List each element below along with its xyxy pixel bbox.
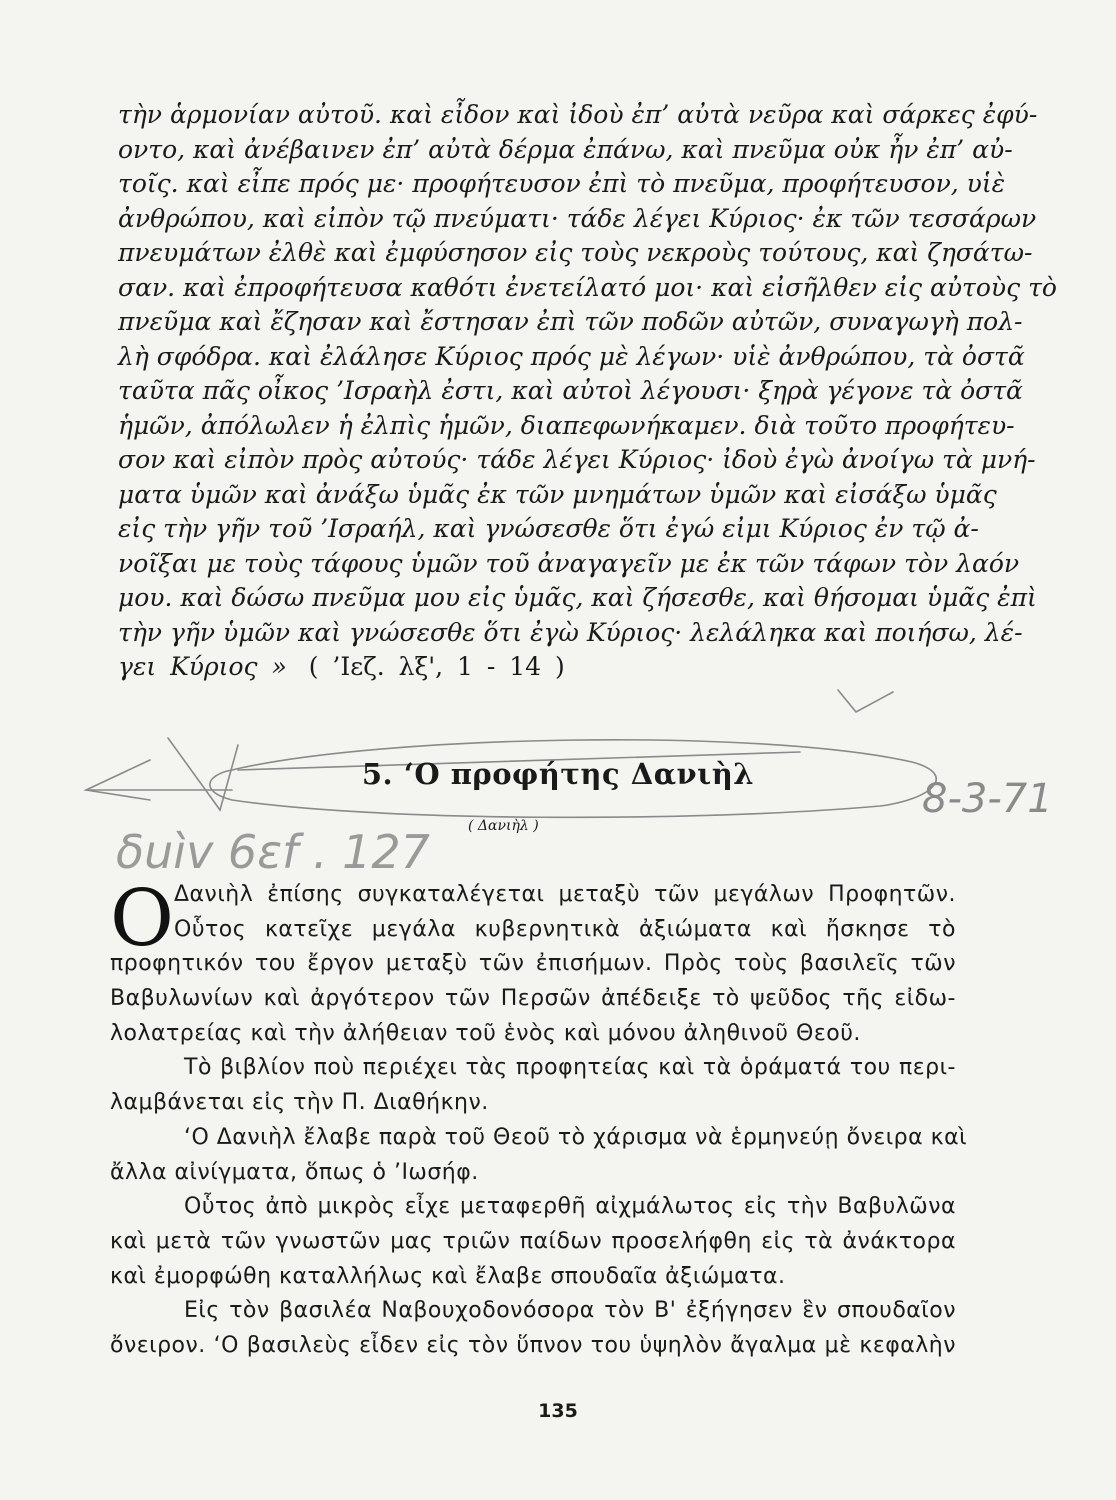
body-line: Οὗτος κατεῖχε μεγάλα κυβερνητικὰ ἀξιώματα καὶ ἤσκησε τὸ xyxy=(174,916,956,942)
body-line: προφητικόν του ἔργον μεταξὺ τῶν ἐπισήμων. Πρὸς τοὺς βασιλεῖς τῶν xyxy=(110,951,956,977)
quote-passage xyxy=(118,98,1057,685)
body-line: καὶ ἐμορφώθη καταλλήλως καὶ ἔλαβε σπουδαῖα ἀξιώματα. xyxy=(110,1263,786,1289)
body-line: ‘Ο Δανιὴλ ἔλαβε παρὰ τοῦ Θεοῦ τὸ χάρισμα νὰ ἑρμηνεύῃ ὄνειρα καὶ xyxy=(184,1124,968,1150)
quote-line: ταῦτα πᾶς οἶκος ’Ισραὴλ ἐστι, καὶ αὐτοὶ λέγουσι· ξηρὰ γέγονε τὰ ὀστᾶ xyxy=(118,376,1023,405)
body-line: ἄλλα αἰνίγματα, ὅπως ὁ ’Ιωσήφ. xyxy=(110,1159,479,1185)
quote-line: πνεῦμα καὶ ἔζησαν καὶ ἔστησαν ἐπὶ τῶν ποδῶν αὐτῶν, συναγωγὴ πολ- xyxy=(118,307,1023,336)
quote-line: ἀνθρώπου, καὶ εἰπὸν τῷ πνεύματι· τάδε λέγει Κύριος· ἐκ τῶν τεσσάρων xyxy=(118,203,1037,233)
quote-line: λὴ σφόδρα. καὶ ἐλάλησε Κύριος πρός μὲ λέγων· υἱὲ ἀνθρώπου, τὰ ὀστᾶ xyxy=(118,341,1025,371)
quote-line: σον καὶ εἰπὸν πρὸς αὐτούς· τάδε λέγει Κύριος· ἰδοὺ ἐγὼ ἀνοίγω τὰ μνή- xyxy=(118,445,1036,474)
body-text xyxy=(110,874,968,1364)
body-line: Εἰς τὸν βασιλέα Ναβουχοδονόσορα τὸν Β' ἐξήγησεν ἓν σπουδαῖον xyxy=(184,1298,956,1324)
handwritten-margin-note: δuìv 6εf . 127 xyxy=(116,825,430,879)
body-line: Βαβυλωνίων καὶ ἀργότερον τῶν Περσῶν ἀπέδειξε τὸ ψεῦδος τῆς εἰδω- xyxy=(110,986,956,1012)
quote-line: ἡμῶν, ἀπόλωλεν ἡ ἐλπὶς ἡμῶν, διαπεφωνήκαμεν. διὰ τοῦτο προφήτευ- xyxy=(118,410,1015,440)
body-line: λολατρείας καὶ τὴν ἀλήθειαν τοῦ ἑνὸς καὶ μόνου ἀληθινοῦ Θεοῦ. xyxy=(110,1020,861,1046)
quote-line: νοῖξαι με τοὺς τάφους ὑμῶν τοῦ ἀναγαγεῖν με ἐκ τῶν τάφων τὸν λαόν xyxy=(118,548,1020,578)
quote-line: εἰς τὴν γῆν τοῦ ’Ισραήλ, καὶ γνώσεσθε ὅτι ἐγώ εἰμι Κύριος ἐν τῷ ἀ- xyxy=(118,514,979,543)
handwritten-date: 8-3-71 xyxy=(922,776,1053,822)
quote-line: πνευμάτων ἐλθὲ καὶ ἐμφύσησον εἰς τοὺς νεκροὺς τούτους, καὶ ζησάτω- xyxy=(118,238,1033,267)
quote-line: τοῖς. καὶ εἶπε πρός με· προφήτευσον ἐπὶ τὸ πνεῦμα, προφήτευσον, υἱὲ xyxy=(118,169,1006,198)
drop-cap: O xyxy=(110,874,174,964)
section-subtitle: ( Δανιὴλ ) xyxy=(468,818,539,834)
quote-line: τὴν γῆν ὑμῶν καὶ γνώσεσθε ὅτι ἐγὼ Κύριος· λελάληκα καὶ ποιήσω, λέ- xyxy=(118,617,1023,647)
quote-last-line xyxy=(118,650,956,685)
body-line: Δανιὴλ ἐπίσης συγκαταλέγεται μεταξὺ τῶν μεγάλων Προφητῶν. xyxy=(174,882,956,907)
quote-line: ματα ὑμῶν καὶ ἀνάξω ὑμᾶς ἐκ τῶν μνημάτων ὑμῶν καὶ εἰσάξω ὑμᾶς xyxy=(118,479,997,509)
quote-line: σαν. καὶ ἐπροφήτευσα καθότι ἐνετείλατό μοι· καὶ εἰσῆλθεν εἰς αὐτοὺς τὸ xyxy=(118,272,1057,302)
body-line: ὄνειρον. ‘Ο βασιλεὺς εἶδεν εἰς τὸν ὕπνον του ὑψηλὸν ἄγαλμα μὲ κεφαλὴν xyxy=(110,1332,956,1358)
tick-mark xyxy=(838,690,893,712)
body-line: καὶ μετὰ τῶν γνωστῶν μας τριῶν παίδων προσελήφθη εἰς τὰ ἀνάκτορα xyxy=(110,1228,956,1254)
page-number: 135 xyxy=(538,1400,578,1422)
body-line: Τὸ βιβλίον ποὺ περιέχει τὰς προφητείας καὶ τὰ ὁράματά του περι- xyxy=(184,1055,956,1081)
quote-line: οντο, καὶ ἀνέβαινεν ἐπ’ αὐτὰ δέρμα ἐπάνω, καὶ πνεῦμα οὐκ ἦν ἐπ’ αὐ- xyxy=(118,134,1013,164)
body-line: λαμβάνεται εἰς τὴν Π. Διαθήκην. xyxy=(110,1090,489,1116)
quote-line: μου. καὶ δώσω πνεῦμα μου εἰς ὑμᾶς, καὶ ζήσεσθε, καὶ θήσομαι ὑμᾶς ἐπὶ xyxy=(118,583,1037,612)
quote-last-text: γει Κύριος » xyxy=(118,652,287,681)
body-line: Οὗτος ἀπὸ μικρὸς εἶχε μεταφερθῆ αἰχμάλωτος εἰς τὴν Βαβυλῶνα xyxy=(184,1194,956,1220)
section-title: 5. ‘Ο προφήτης Δανιὴλ xyxy=(361,757,755,791)
quote-line: τὴν ἁρμονίαν αὐτοῦ. καὶ εἶδον καὶ ἰδοὺ ἐπ’ αὐτὰ νεῦρα καὶ σάρκες ἐφύ- xyxy=(118,100,1038,129)
scripture-reference: ( ’Ιεζ. λξ', 1 - 14 ) xyxy=(308,652,565,681)
